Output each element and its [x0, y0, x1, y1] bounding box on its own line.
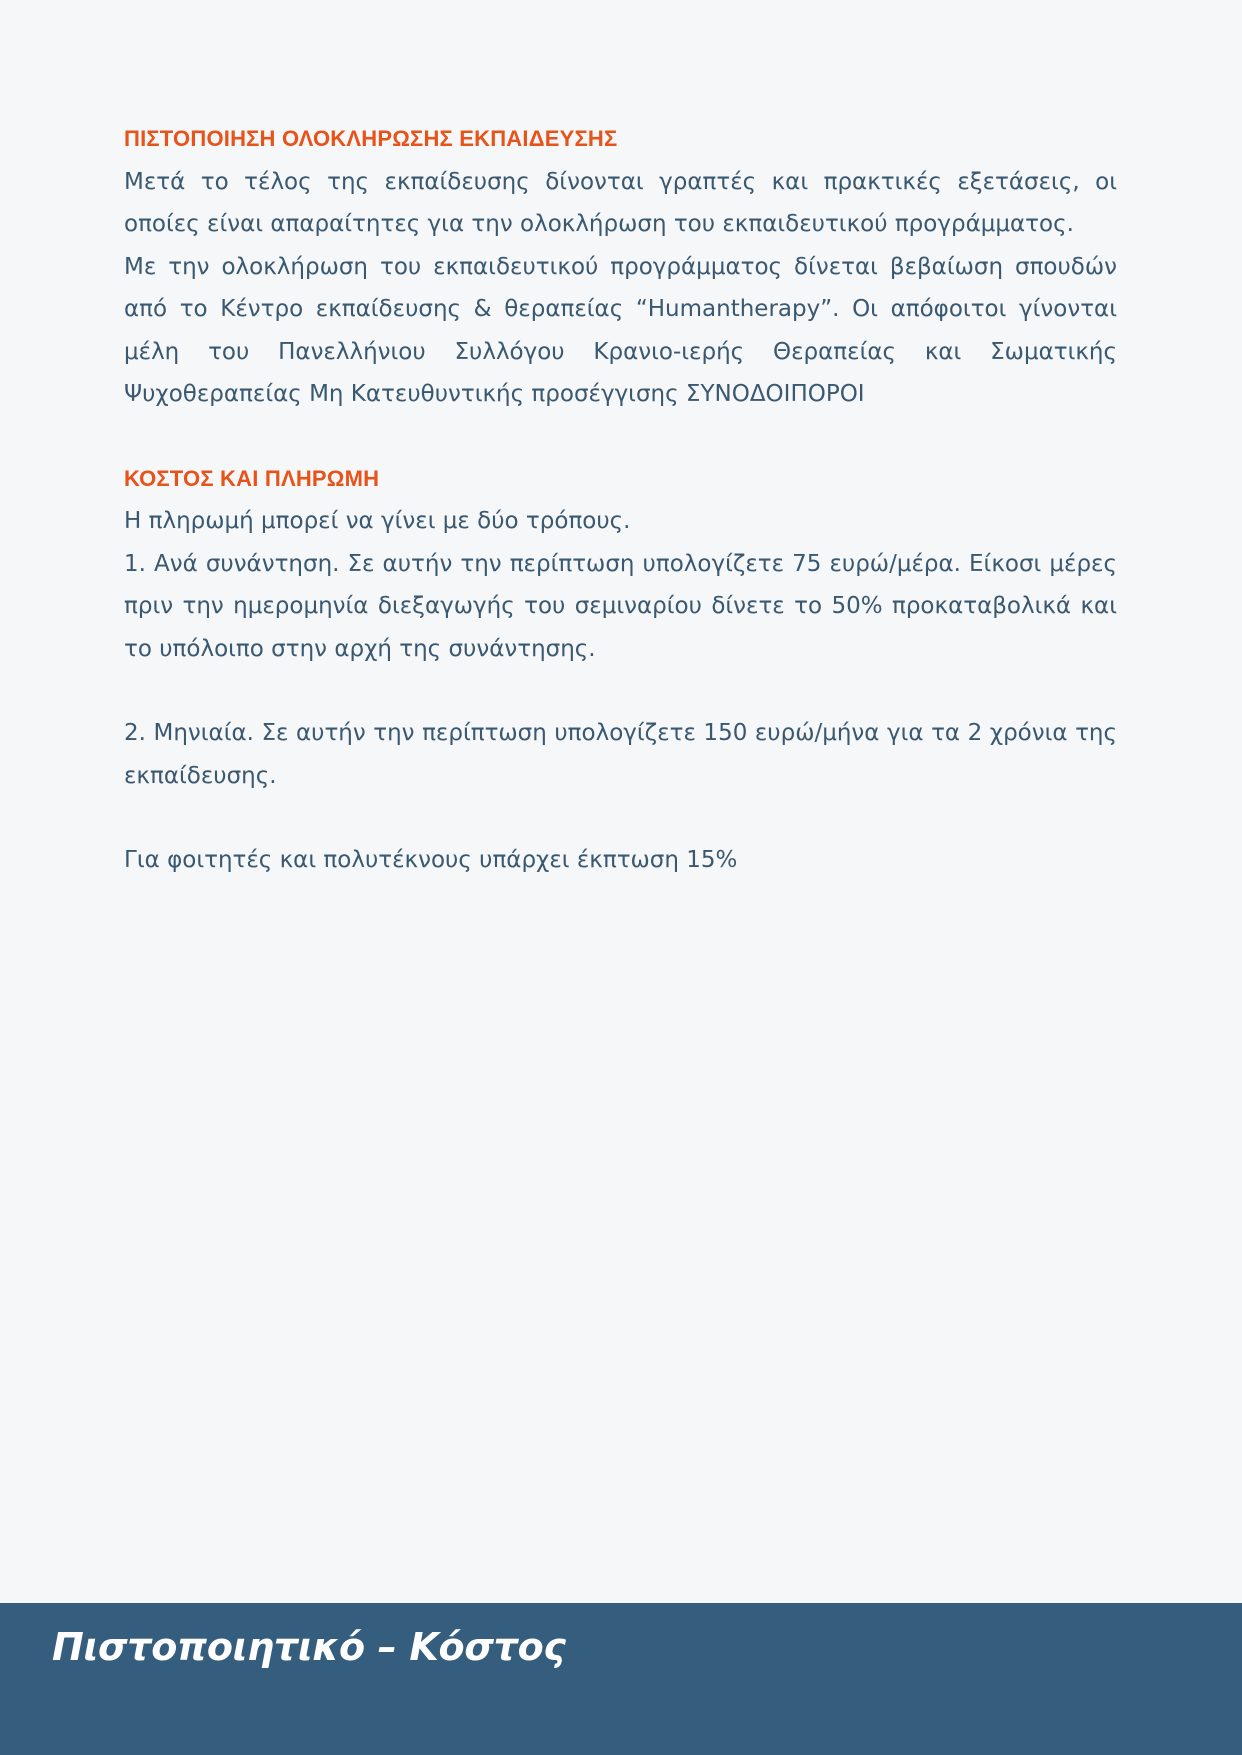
spacer — [124, 797, 1117, 839]
certification-paragraph-2: Με την ολοκλήρωση του εκπαιδευτικού προγράμματος δίνεται βεβαίωση σπουδών από το Κέντρο εκπαίδευσης & θεραπείας “Humantherapy”. Οι απόφοιτοι γίνονται μέλη του Πανελλήνιου Συλλόγου Κρανιο-ιερής Θεραπείας και Σωματικής Ψυχοθεραπείας Μη Κατευθυντικής προσέγγισης ΣΥΝΟΔΟΙΠΟΡΟΙ — [124, 253, 1117, 407]
certification-paragraph-1: Μετά το τέλος της εκπαίδευσης δίνονται γραπτές και πρακτικές εξετάσεις, οι οποίες είναι απαραίτητες για την ολοκλήρωση του εκπαιδευτικού προγράμματος. — [124, 168, 1117, 237]
certification-heading: ΠΙΣΤΟΠΟΙΗΣΗ ΟΛΟΚΛΗΡΩΣΗΣ ΕΚΠΑΙΔΕΥΣΗΣ — [124, 126, 618, 151]
page-content — [124, 118, 1117, 882]
cost-option-1: 1. Ανά συνάντηση. Σε αυτήν την περίπτωση υπολογίζετε 75 ευρώ/μέρα. Είκοσι μέρες πριν την ημερομηνία διεξαγωγής του σεμιναρίου δίνετε το 50% προκαταβολικά και το υπόλοιπο στην αρχή της συνάντησης. — [124, 550, 1117, 662]
cost-intro: Η πληρωμή μπορεί να γίνει με δύο τρόπους. — [124, 508, 631, 534]
cost-discount: Για φοιτητές και πολυτέκνους υπάρχει έκπτωση 15% — [124, 847, 738, 873]
spacer — [124, 416, 1117, 458]
footer-bar — [0, 1603, 1242, 1755]
cost-heading: ΚΟΣΤΟΣ ΚΑΙ ΠΛΗΡΩΜΗ — [124, 465, 380, 491]
cost-option-2: 2. Μηνιαία. Σε αυτήν την περίπτωση υπολογίζετε 150 ευρώ/μήνα για τα 2 χρόνια της εκπαίδευσης. — [124, 720, 1117, 789]
spacer — [124, 670, 1117, 712]
footer-title: Πιστοποιητικό – Κόστος — [52, 1625, 566, 1669]
